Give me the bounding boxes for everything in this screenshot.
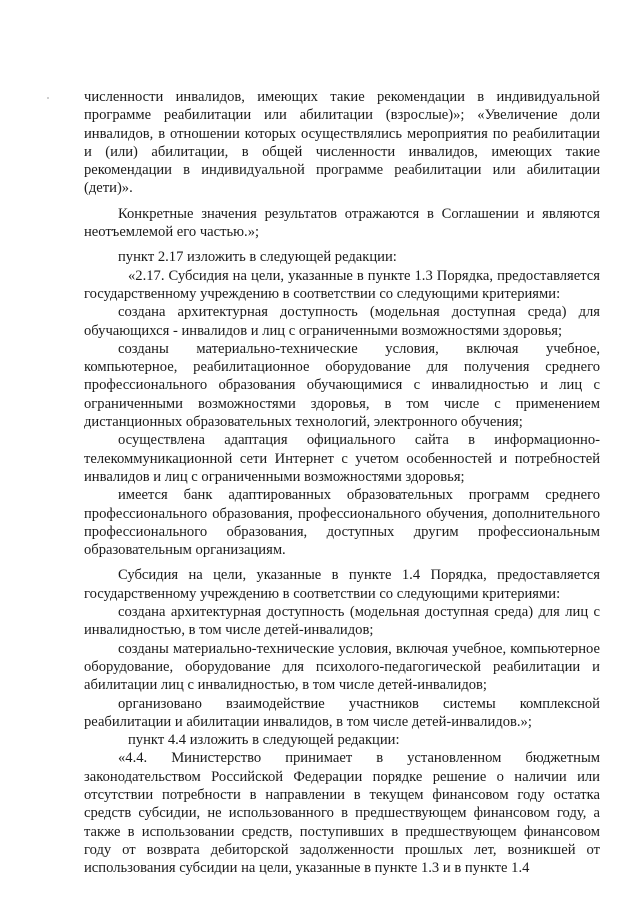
paragraph-criterion-equipment: созданы материально-технические условия, включая учебное, компьютерное, реабилитационное оборудование для получения среднего профессионального образования обучающимися с инвалидностью и лиц с ограниченными возможностями здоровья, в том числе с применением дистанционных образовательных технологий, электронного обучения; xyxy=(84,340,600,431)
paragraph-4-4-ministry: «4.4. Министерство принимает в установленном бюджетным законодательством Российской Федерации порядке решение о наличии или отсутствии потребности в направлении в текущем финансовом году остатка средств субсидии, не использованного в предшествующем финансовом году, а также в использовании средств, поступивших в предшествующем финансовом году от возврата дебиторской задолженности прошлых лет, возникшей от использования субсидии на цели, указанные в пункте 1.3 и в пункте 1.4 xyxy=(84,750,600,877)
paragraph-1-4-subsidy: Субсидия на цели, указанные в пункте 1.4 Порядка, предоставляется государственному учреждению в соответствии со следующими критериями: xyxy=(84,567,600,602)
paragraph-results-continuation: численности инвалидов, имеющих такие рекомендации в индивидуальной программе реабилитации или абилитации (взрослые)»; «Увеличение доли инвалидов, в отношении которых осуществлялись мероприятия по реабилитации и (или) абилитации, в общей численности инвалидов, имеющих такие рекомендации в индивидуальной программе реабилитации или абилитации (дети)». xyxy=(84,89,600,197)
paragraph-instruction-4-4: пункт 4.4 изложить в следующей редакции: xyxy=(128,732,400,749)
paragraph-criterion-programs: имеется банк адаптированных образовательных программ среднего профессионального образования, профессионального обучения, дополнительного профессионального образования, доступных другим профессиональным образовательным организациям. xyxy=(84,487,600,559)
paragraph-criterion-website: осуществлена адаптация официального сайта в информационно-телекоммуникационной сети Интернет с учетом особенностей и потребностей инвалидов и лиц с ограниченными возможностями здоровья; xyxy=(84,432,600,485)
scan-artifact xyxy=(47,97,49,99)
paragraph-criterion-equipment-2: созданы материально-технические условия, включая учебное, компьютерное оборудование, оборудование для психолого-педагогической реабилитации и абилитации лиц с инвалидностью, в том числе детей-инвалидов; xyxy=(84,640,600,694)
paragraph-2-17-subsidy: «2.17. Субсидия на цели, указанные в пункте 1.3 Порядка, предоставляется государственному учреждению в соответствии со следующими критериями: xyxy=(84,267,600,302)
paragraph-instruction-2-17: пункт 2.17 изложить в следующей редакции: xyxy=(118,249,397,266)
paragraph-agreement-values: Конкретные значения результатов отражаются в Соглашении и являются неотъемлемой его частью.»; xyxy=(84,205,600,241)
paragraph-criterion-accessibility-2: создана архитектурная доступность (модельная доступная среда) для лиц с инвалидностью, в том числе детей-инвалидов; xyxy=(84,604,600,639)
paragraph-criterion-accessibility: создана архитектурная доступность (модельная доступная среда) для обучающихся - инвалидов и лиц с ограниченными возможностями здоровья; xyxy=(84,304,600,339)
paragraph-criterion-interaction: организовано взаимодействие участников системы комплексной реабилитации и абилитации инвалидов, в том числе детей-инвалидов.»; xyxy=(84,695,600,730)
